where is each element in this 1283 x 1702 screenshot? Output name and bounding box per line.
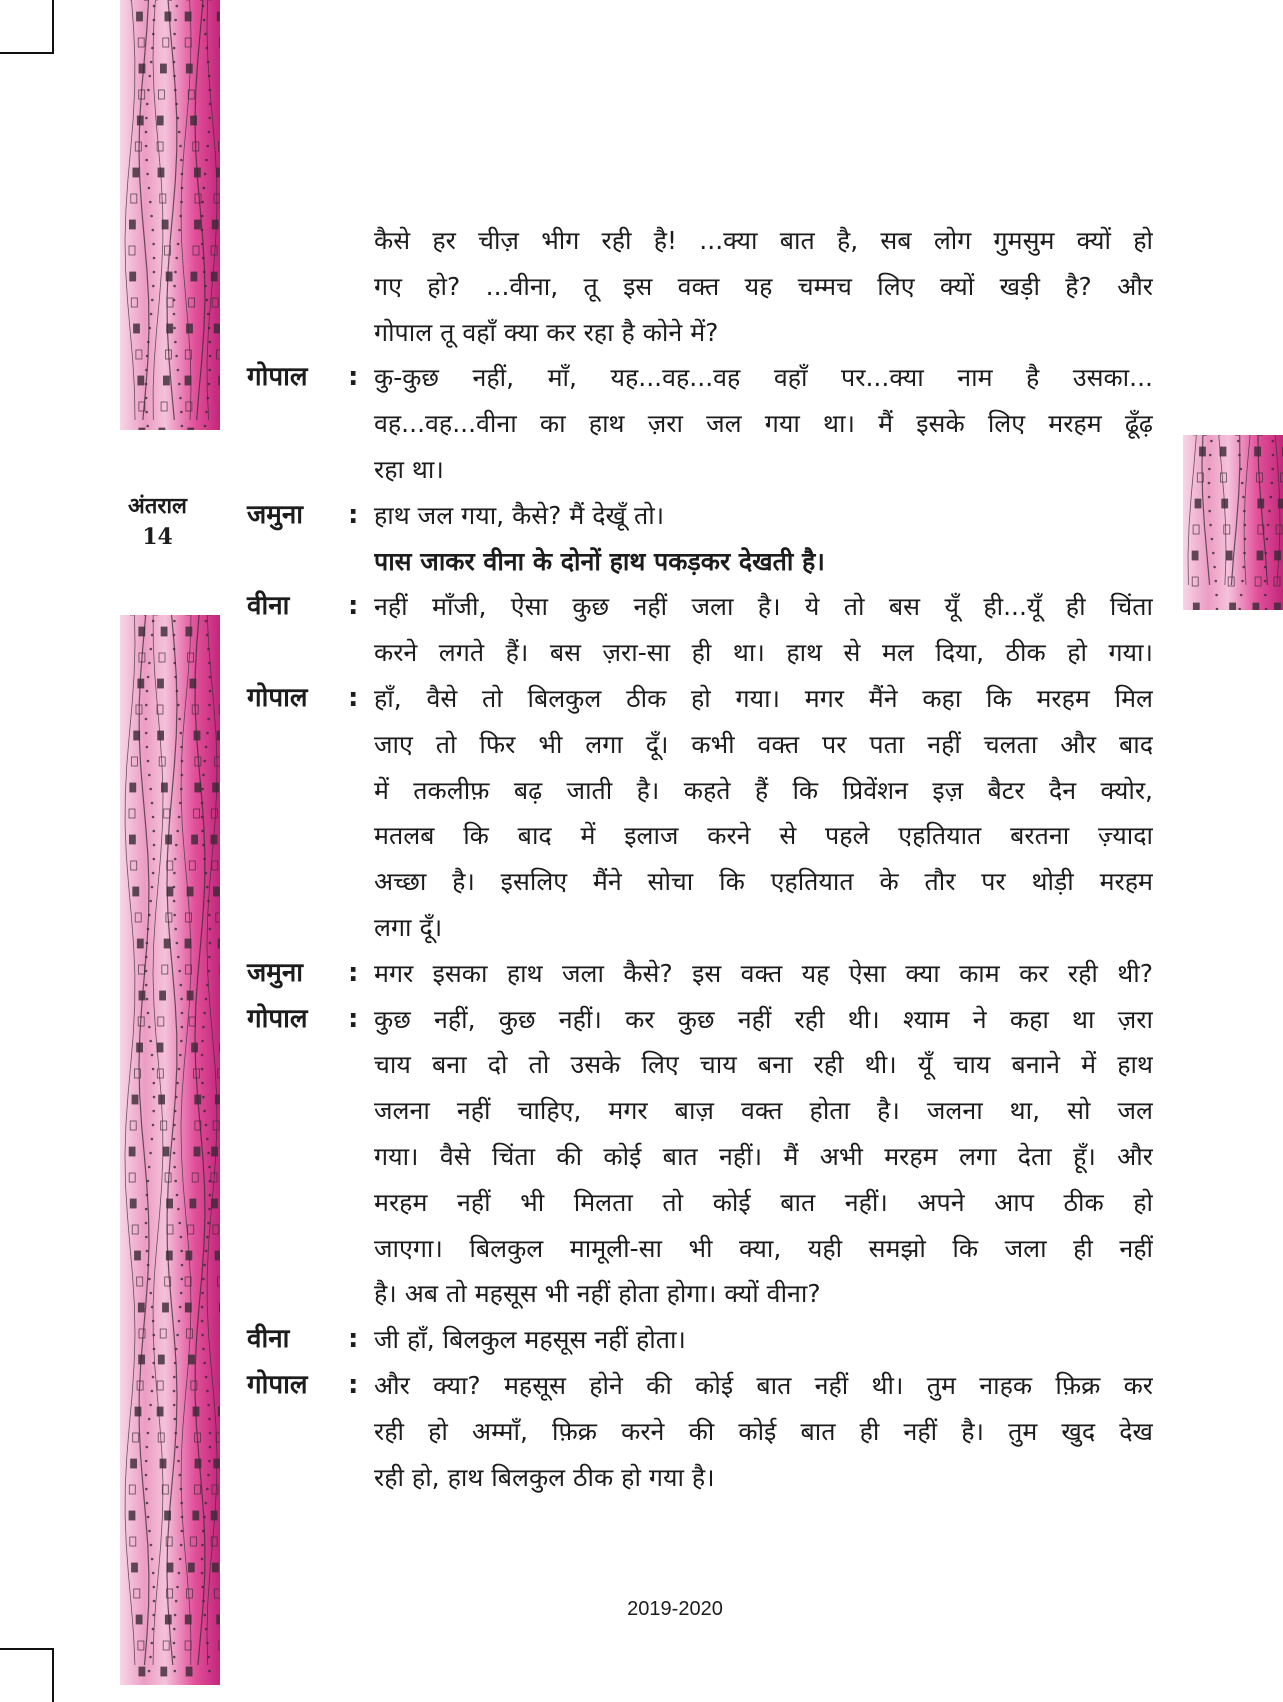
dialogue-line: [245, 1042, 1153, 1088]
dialogue-line: [245, 951, 1153, 997]
speaker-colon: :: [348, 584, 358, 630]
dialogue-line: [245, 1317, 1153, 1363]
dialogue-line: [245, 584, 1153, 630]
dialogue-line: [245, 768, 1153, 814]
speaker-name: जमुना: [247, 951, 303, 997]
dialogue-line: [245, 310, 1153, 356]
dialogue-text: कु-कुछ नहीं, माँ, यह...वह...वह वहाँ पर...क्या नाम है उसका...: [374, 355, 1153, 401]
dialogue-line: [245, 905, 1153, 951]
dialogue-text: जी हाँ, बिलकुल महसूस नहीं होता।: [374, 1317, 1153, 1363]
speaker-colon: :: [348, 997, 358, 1043]
dialogue-text: नहीं माँजी, ऐसा कुछ नहीं जला है। ये तो बस यूँ ही...यूँ ही चिंता: [374, 584, 1153, 630]
dialogue-line: [245, 1226, 1153, 1272]
dialogue-line: [245, 630, 1153, 676]
dialogue-text: कुछ नहीं, कुछ नहीं। कर कुछ नहीं रही थी। श्याम ने कहा था ज़रा: [374, 997, 1153, 1043]
dialogue-text: कैसे हर चीज़ भीग रही है! ...क्या बात है, सब लोग गुमसुम क्यों हो: [374, 218, 1153, 264]
footer-year: 2019-2020: [580, 1598, 770, 1621]
stage-direction: [245, 539, 1153, 585]
dialogue-text: रहा था।: [374, 447, 1153, 493]
dialogue-line: [245, 264, 1153, 310]
dialogue-line: [245, 813, 1153, 859]
dialogue-line: [245, 1088, 1153, 1134]
dialogue-text: हाथ जल गया, कैसे? मैं देखूँ तो।: [374, 493, 1153, 539]
decorative-border-strip-top: [120, 0, 220, 430]
page-number: 14: [110, 522, 205, 552]
dialogue-text: गोपाल तू वहाँ क्या कर रहा है कोने में?: [374, 310, 1153, 356]
speaker-name: गोपाल: [247, 1363, 308, 1409]
dialogue-text: में तकलीफ़ बढ़ जाती है। कहते हैं कि प्रिवेंशन इज़ बैटर दैन क्योर,: [374, 768, 1153, 814]
dialogue-text: वह...वह...वीना का हाथ ज़रा जल गया था। मैं इसके लिए मरहम ढूँढ़: [374, 401, 1153, 447]
dialogue-text: रही हो, हाथ बिलकुल ठीक हो गया है।: [374, 1455, 1153, 1501]
dialogue-line: [245, 1271, 1153, 1317]
dialogue-body: [245, 218, 1153, 1500]
dialogue-text: लगा दूँ।: [374, 905, 1153, 951]
dialogue-line: [245, 401, 1153, 447]
running-head: [110, 490, 205, 552]
speaker-colon: :: [348, 1317, 358, 1363]
crop-mark-bottom-left: [0, 1648, 54, 1702]
dialogue-line: [245, 447, 1153, 493]
speaker-colon: :: [348, 951, 358, 997]
decorative-border-strip-bottom: [120, 615, 220, 1685]
speaker-name: गोपाल: [247, 355, 308, 401]
speaker-colon: :: [348, 355, 358, 401]
dialogue-text: रही हो अम्माँ, फ़िक्र करने की कोई बात ही नहीं है। तुम खुद देख: [374, 1409, 1153, 1455]
dialogue-text: करने लगते हैं। बस ज़रा-सा ही था। हाथ से मल दिया, ठीक हो गया।: [374, 630, 1153, 676]
dialogue-line: [245, 722, 1153, 768]
dialogue-line: [245, 493, 1153, 539]
speaker-colon: :: [348, 1363, 358, 1409]
running-head-title: अंतराल: [110, 490, 205, 522]
dialogue-text: अच्छा है। इसलिए मैंने सोचा कि एहतियात के तौर पर थोड़ी मरहम: [374, 859, 1153, 905]
border-pattern-graphic: [120, 0, 220, 430]
dialogue-line: [245, 859, 1153, 905]
dialogue-line: [245, 1134, 1153, 1180]
stage-direction-text: पास जाकर वीना के दोनों हाथ पकड़कर देखती है।: [374, 539, 1153, 585]
dialogue-text: जाए तो फिर भी लगा दूँ। कभी वक्त पर पता नहीं चलता और बाद: [374, 722, 1153, 768]
dialogue-line: [245, 997, 1153, 1043]
speaker-name: वीना: [247, 584, 289, 630]
speaker-name: जमुना: [247, 493, 303, 539]
dialogue-text: मतलब कि बाद में इलाज करने से पहले एहतियात बरतना ज़्यादा: [374, 813, 1153, 859]
dialogue-text: गए हो? ...वीना, तू इस वक्त यह चम्मच लिए क्यों खड़ी है? और: [374, 264, 1153, 310]
speaker-colon: :: [348, 676, 358, 722]
dialogue-line: [245, 1363, 1153, 1409]
dialogue-line: [245, 1180, 1153, 1226]
dialogue-text: जलना नहीं चाहिए, मगर बाज़ वक्त होता है। जलना था, सो जल: [374, 1088, 1153, 1134]
dialogue-line: [245, 1409, 1153, 1455]
speaker-name: गोपाल: [247, 676, 308, 722]
dialogue-text: मगर इसका हाथ जला कैसे? इस वक्त यह ऐसा क्या काम कर रही थी?: [374, 951, 1153, 997]
speaker-colon: :: [348, 493, 358, 539]
dialogue-text: हाँ, वैसे तो बिलकुल ठीक हो गया। मगर मैंने कहा कि मरहम मिल: [374, 676, 1153, 722]
speaker-name: गोपाल: [247, 997, 308, 1043]
dialogue-text: मरहम नहीं भी मिलता तो कोई बात नहीं। अपने आप ठीक हो: [374, 1180, 1153, 1226]
dialogue-text: चाय बना दो तो उसके लिए चाय बना रही थी। यूँ चाय बनाने में हाथ: [374, 1042, 1153, 1088]
dialogue-line: [245, 218, 1153, 264]
dialogue-line: [245, 1455, 1153, 1501]
border-pattern-graphic: [1183, 435, 1283, 610]
dialogue-text: है। अब तो महसूस भी नहीं होता होगा। क्यों वीना?: [374, 1271, 1153, 1317]
dialogue-line: [245, 676, 1153, 722]
speaker-name: वीना: [247, 1317, 289, 1363]
dialogue-text: जाएगा। बिलकुल मामूली-सा भी क्या, यही समझो कि जला ही नहीं: [374, 1226, 1153, 1272]
border-pattern-graphic: [120, 615, 220, 1685]
dialogue-line: [245, 355, 1153, 401]
decorative-border-strip-right: [1183, 435, 1283, 610]
dialogue-text: गया। वैसे चिंता की कोई बात नहीं। मैं अभी मरहम लगा देता हूँ। और: [374, 1134, 1153, 1180]
dialogue-text: और क्या? महसूस होने की कोई बात नहीं थी। तुम नाहक फ़िक्र कर: [374, 1363, 1153, 1409]
crop-mark-top-left: [0, 0, 54, 54]
